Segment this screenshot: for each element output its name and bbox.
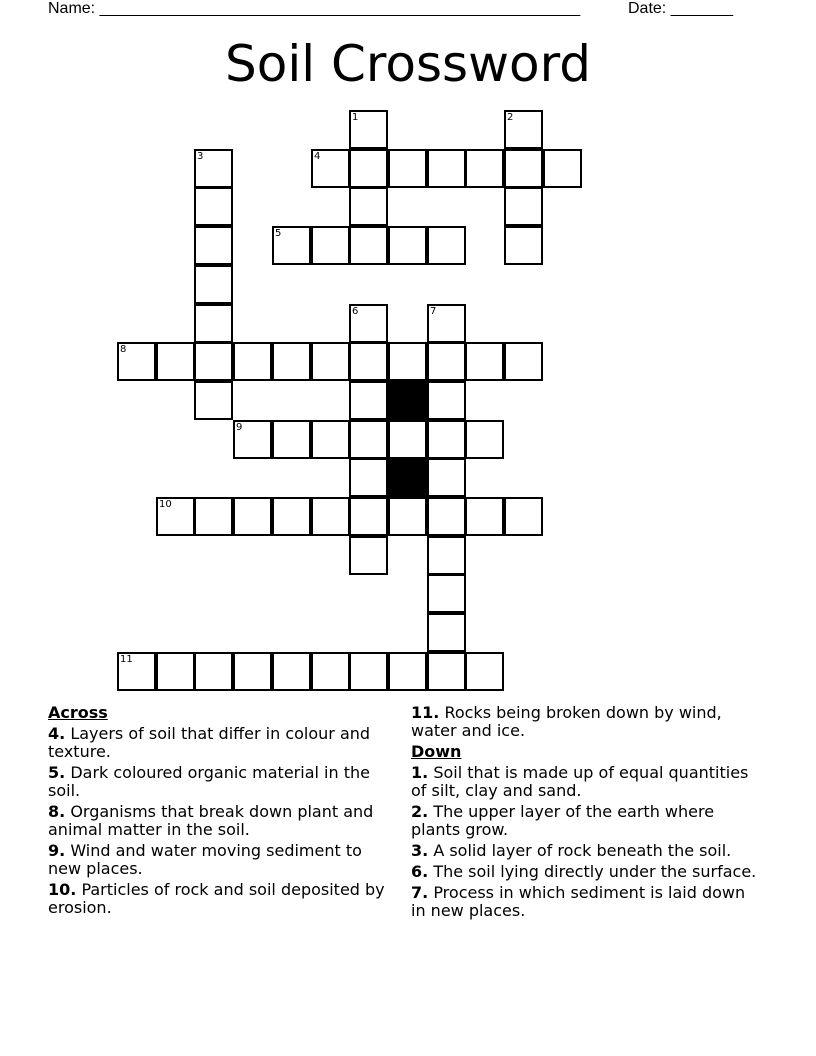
- clue-number: 6.: [411, 862, 429, 881]
- clue-number-label: 1: [352, 112, 359, 123]
- grid-cell[interactable]: [427, 652, 466, 691]
- grid-cell[interactable]: [465, 342, 504, 381]
- grid-cell[interactable]: [504, 149, 543, 188]
- grid-cell[interactable]: [194, 342, 233, 381]
- clue-number-label: 9: [236, 422, 243, 433]
- down-clue: [411, 764, 761, 800]
- grid-cell[interactable]: [388, 342, 427, 381]
- date-field[interactable]: Date: _______: [628, 0, 733, 17]
- clue-number-label: 6: [352, 306, 359, 317]
- grid-cell[interactable]: [156, 342, 195, 381]
- grid-cell[interactable]: [349, 497, 388, 536]
- grid-cell[interactable]: [349, 381, 388, 420]
- grid-cell[interactable]: [465, 149, 504, 188]
- name-field[interactable]: Name: ______________________________________________________: [48, 0, 581, 17]
- grid-cell[interactable]: [194, 187, 233, 226]
- grid-cell[interactable]: [349, 110, 388, 149]
- grid-cell[interactable]: [194, 652, 233, 691]
- down-clue: [411, 863, 761, 881]
- across-clue: [411, 704, 761, 740]
- grid-cell[interactable]: [311, 342, 350, 381]
- grid-cell[interactable]: [349, 304, 388, 343]
- clue-text: Particles of rock and soil deposited by erosion.: [48, 880, 385, 917]
- clue-number-label: 2: [507, 112, 514, 123]
- grid-cell[interactable]: [388, 226, 427, 265]
- across-clue: [48, 725, 398, 761]
- grid-cell[interactable]: [311, 226, 350, 265]
- clues-column-right: [411, 704, 761, 923]
- grid-cell[interactable]: [194, 149, 233, 188]
- grid-cell[interactable]: [194, 265, 233, 304]
- clue-text: Process in which sediment is laid down in new places.: [411, 883, 746, 920]
- grid-cell[interactable]: [427, 458, 466, 497]
- grid-cell[interactable]: [156, 497, 195, 536]
- across-clue: [48, 764, 398, 800]
- grid-cell[interactable]: [349, 458, 388, 497]
- grid-cell[interactable]: [272, 226, 311, 265]
- grid-cell[interactable]: [427, 226, 466, 265]
- clue-number-label: 5: [275, 228, 282, 239]
- grid-cell[interactable]: [427, 574, 466, 613]
- clue-text: Rocks being broken down by wind, water and ice.: [411, 703, 722, 740]
- grid-cell[interactable]: [194, 226, 233, 265]
- grid-cell[interactable]: [465, 420, 504, 459]
- grid-cell[interactable]: [427, 613, 466, 652]
- clue-text: A solid layer of rock beneath the soil.: [433, 841, 732, 860]
- grid-cell[interactable]: [311, 652, 350, 691]
- clue-number: 11.: [411, 703, 440, 722]
- grid-cell[interactable]: [349, 420, 388, 459]
- grid-cell[interactable]: [272, 342, 311, 381]
- clue-text: Organisms that break down plant and animal matter in the soil.: [48, 802, 374, 839]
- grid-cell[interactable]: [504, 187, 543, 226]
- grid-cell[interactable]: [465, 652, 504, 691]
- clue-number: 8.: [48, 802, 66, 821]
- clue-text: Layers of soil that differ in colour and texture.: [48, 724, 371, 761]
- across-clue: [48, 803, 398, 839]
- clue-number: 9.: [48, 841, 66, 860]
- grid-cell[interactable]: [388, 420, 427, 459]
- across-clue: [48, 881, 398, 917]
- clue-text: Soil that is made up of equal quantities of silt, clay and sand.: [411, 763, 749, 800]
- grid-cell[interactable]: [427, 536, 466, 575]
- grid-cell[interactable]: [465, 497, 504, 536]
- clue-text: The soil lying directly under the surface.: [433, 862, 757, 881]
- grid-cell[interactable]: [272, 497, 311, 536]
- clue-number: 7.: [411, 883, 429, 902]
- grid-cell[interactable]: [427, 420, 466, 459]
- grid-cell[interactable]: [233, 420, 272, 459]
- clues-column-left: [48, 704, 398, 920]
- grid-cell[interactable]: [427, 497, 466, 536]
- grid-cell[interactable]: [194, 304, 233, 343]
- grid-cell[interactable]: [388, 149, 427, 188]
- clue-number: 1.: [411, 763, 429, 782]
- grid-cell[interactable]: [504, 342, 543, 381]
- grid-cell[interactable]: [504, 497, 543, 536]
- page-title: Soil Crossword: [225, 35, 591, 93]
- blocked-cell: [388, 458, 427, 497]
- clue-number: 3.: [411, 841, 429, 860]
- grid-cell[interactable]: [272, 652, 311, 691]
- down-clue: [411, 884, 761, 920]
- grid-cell[interactable]: [349, 652, 388, 691]
- grid-cell[interactable]: [504, 226, 543, 265]
- grid-cell[interactable]: [543, 149, 582, 188]
- clue-text: Dark coloured organic material in the soil.: [48, 763, 370, 800]
- grid-cell[interactable]: [117, 652, 156, 691]
- clue-text: Wind and water moving sediment to new places.: [48, 841, 362, 878]
- grid-cell[interactable]: [349, 536, 388, 575]
- grid-cell[interactable]: [311, 497, 350, 536]
- clue-number-label: 3: [197, 151, 204, 162]
- clue-number-label: 4: [314, 151, 321, 162]
- clue-text: The upper layer of the earth where plants grow.: [411, 802, 715, 839]
- down-heading: Down: [411, 742, 462, 761]
- grid-cell[interactable]: [233, 652, 272, 691]
- clue-number-label: 10: [159, 499, 172, 510]
- clue-number-label: 7: [430, 306, 437, 317]
- grid-cell[interactable]: [194, 497, 233, 536]
- grid-cell[interactable]: [427, 149, 466, 188]
- grid-cell[interactable]: [349, 226, 388, 265]
- down-clue: [411, 842, 761, 860]
- grid-cell[interactable]: [349, 149, 388, 188]
- grid-cell[interactable]: [117, 342, 156, 381]
- grid-cell[interactable]: [156, 652, 195, 691]
- clue-number: 10.: [48, 880, 77, 899]
- grid-cell[interactable]: [233, 497, 272, 536]
- grid-cell[interactable]: [504, 110, 543, 149]
- across-clue: [48, 842, 398, 878]
- clue-number: 5.: [48, 763, 66, 782]
- blocked-cell: [388, 381, 427, 420]
- clue-number: 4.: [48, 724, 66, 743]
- grid-cell[interactable]: [427, 304, 466, 343]
- grid-cell[interactable]: [233, 342, 272, 381]
- grid-cell[interactable]: [427, 342, 466, 381]
- grid-cell[interactable]: [349, 342, 388, 381]
- grid-cell[interactable]: [349, 187, 388, 226]
- across-heading: Across: [48, 703, 108, 722]
- down-clue: [411, 803, 761, 839]
- clue-number-label: 8: [120, 344, 127, 355]
- grid-cell[interactable]: [272, 420, 311, 459]
- grid-cell[interactable]: [427, 381, 466, 420]
- clue-number-label: 11: [120, 654, 133, 665]
- grid-cell[interactable]: [311, 149, 350, 188]
- grid-cell[interactable]: [388, 652, 427, 691]
- grid-cell[interactable]: [388, 497, 427, 536]
- grid-cell[interactable]: [311, 420, 350, 459]
- clue-number: 2.: [411, 802, 429, 821]
- grid-cell[interactable]: [194, 381, 233, 420]
